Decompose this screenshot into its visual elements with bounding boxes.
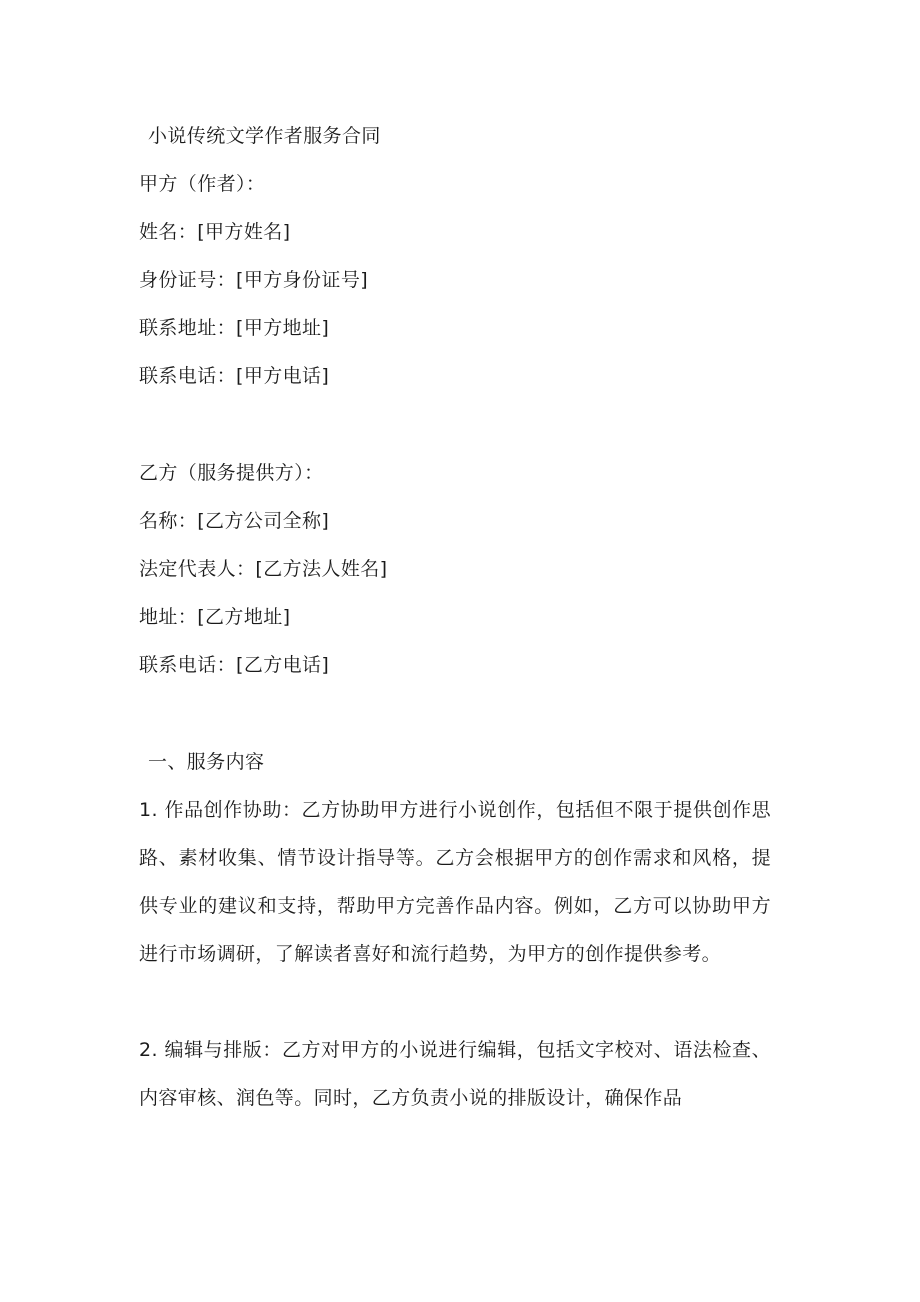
party-b-address: 地址：[乙方地址]	[139, 606, 291, 628]
party-b-name: 名称：[乙方公司全称]	[139, 510, 330, 532]
party-a-phone: 联系电话：[甲方电话]	[139, 365, 330, 387]
party-b-heading: 乙方（服务提供方）：	[139, 462, 324, 484]
party-b-representative: 法定代表人：[乙方法人姓名]	[139, 558, 388, 580]
party-a-id: 身份证号：[甲方身份证号]	[139, 269, 369, 291]
party-a-name: 姓名：[甲方姓名]	[139, 221, 291, 243]
party-a-heading: 甲方（作者）：	[139, 173, 266, 195]
party-b-phone: 联系电话：[乙方电话]	[139, 654, 330, 676]
section-heading-service-content: 一、服务内容	[148, 751, 265, 773]
clause-1-paragraph: 1. 作品创作协助：乙方协助甲方进行小说创作，包括但不限于提供创作思路、素材收集、情节设计指导等。乙方会根据甲方的创作需求和风格，提供专业的建议和支持，帮助甲方完善作品内容。例如，乙方可以协助甲方进行市场调研，了解读者喜好和流行趋势，为甲方的创作提供参考。	[139, 799, 771, 965]
party-a-address: 联系地址：[甲方地址]	[139, 317, 330, 339]
clause-2-paragraph: 2. 编辑与排版：乙方对甲方的小说进行编辑，包括文字校对、语法检查、内容审核、润色等。同时，乙方负责小说的排版设计，确保作品	[139, 1039, 771, 1109]
document-title: 小说传统文学作者服务合同	[148, 125, 381, 147]
